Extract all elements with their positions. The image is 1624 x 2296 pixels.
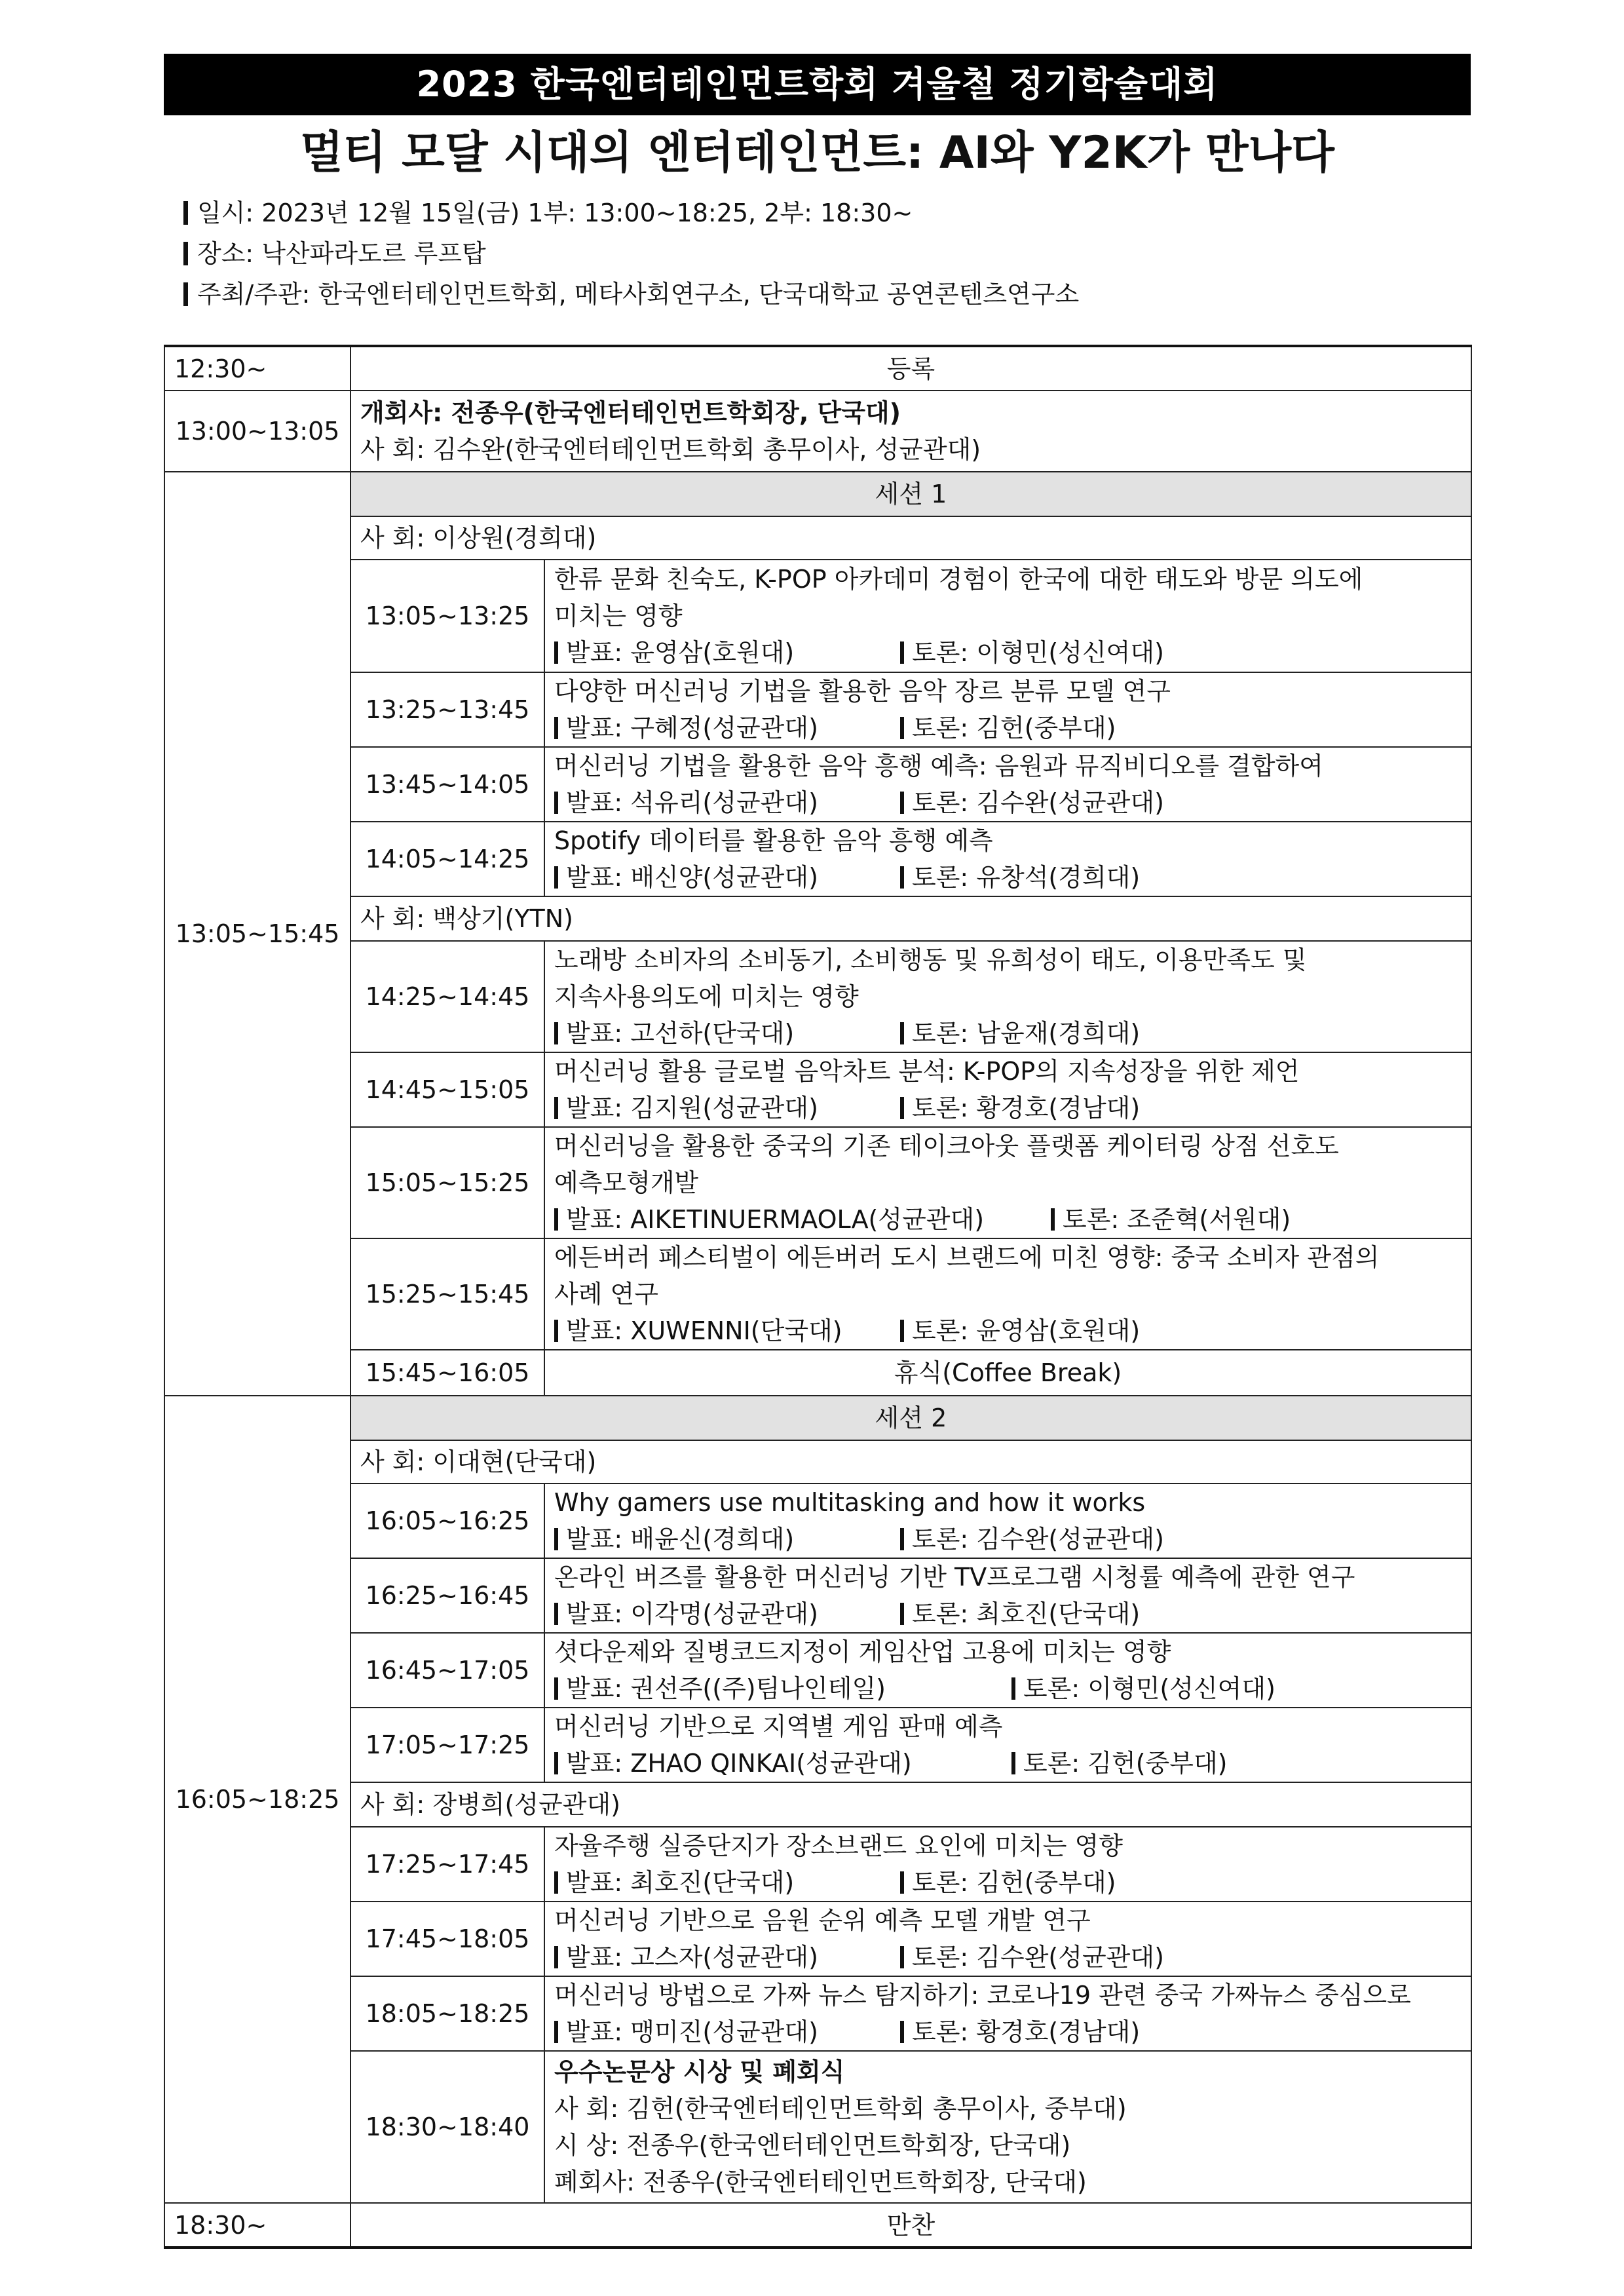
closing-cell: [544, 2051, 1471, 2203]
presenter: 발표: 고선하(단국대): [566, 1019, 795, 1048]
time-cell: 16:05~16:25: [350, 1483, 544, 1558]
bullet-bar-icon: [900, 1022, 904, 1044]
presenter: 발표: ZHAO QINKAI(성균관대): [566, 1749, 912, 1778]
talk-title: 온라인 버즈를 활용한 머신러닝 기반 TV프로그램 시청률 예측에 관한 연구: [554, 1563, 1355, 1592]
dinner-label: 만찬: [350, 2203, 1471, 2248]
program-page: [164, 54, 1471, 2240]
talk-title: 머신러닝 기반으로 음원 순위 예측 모델 개발 연구: [554, 1906, 1091, 1935]
discussant: 토론: 윤영삼(호원대): [912, 1316, 1141, 1345]
talk-people: [554, 1312, 1462, 1349]
closing-award: 시 상: 전종우(한국엔터테인먼트학회장, 단국대): [554, 2131, 1071, 2160]
time-cell: 16:25~16:45: [350, 1558, 544, 1633]
opening-cell: [350, 391, 1471, 472]
time-cell: 16:45~17:05: [350, 1633, 544, 1708]
talk-title: Why gamers use multitasking and how it works: [554, 1488, 1146, 1517]
conference-banner: 2023 한국엔터테인먼트학회 겨울철 정기학술대회: [164, 54, 1471, 115]
table-row: [164, 1708, 1471, 1782]
presenter: 발표: 구혜정(성균관대): [566, 714, 818, 742]
talk-title: 머신러닝 방법으로 가짜 뉴스 탐지하기: 코로나19 관련 중국 가짜뉴스 중심으로: [554, 1981, 1411, 2010]
table-row: [164, 672, 1471, 747]
table-row: [164, 822, 1471, 896]
presenter: 발표: 배윤신(경희대): [566, 1525, 795, 1554]
talk-people: [554, 1201, 1462, 1238]
talk-people: [554, 710, 1462, 746]
talk-people: [554, 1521, 1462, 1558]
discussant: 토론: 김수완(성균관대): [912, 1943, 1164, 1972]
conference-subtitle: 멀티 모달 시대의 엔터테인먼트: AI와 Y2K가 만나다: [300, 127, 1334, 179]
talk-title: 셧다운제와 질병코드지정이 게임산업 고용에 미치는 영향: [554, 1637, 1171, 1666]
talk-cell: [544, 1558, 1471, 1633]
presenter: 발표: 석유리(성균관대): [566, 788, 818, 817]
talk-cell: [544, 1483, 1471, 1558]
talk-cell: [544, 747, 1471, 822]
bullet-bar-icon: [900, 1097, 904, 1119]
session-time-cell: 13:05~15:45: [164, 472, 350, 1396]
table-row: [164, 747, 1471, 822]
table-row: [164, 1396, 1471, 1440]
bullet-bar-icon: [1051, 1208, 1055, 1231]
table-row: [164, 1127, 1471, 1238]
bullet-bar-icon: [1011, 1677, 1015, 1700]
talk-title: 한류 문화 친숙도, K-POP 아카데미 경험이 한국에 대한 태도와 방문 의도에: [554, 565, 1363, 594]
table-row: [164, 346, 1471, 391]
table-row: [164, 1238, 1471, 1350]
time-cell: 13:05~13:25: [350, 560, 544, 672]
talk-people: [554, 2014, 1462, 2050]
bullet-bar-icon: [900, 1528, 904, 1550]
table-row: [164, 1483, 1471, 1558]
schedule-table: [164, 345, 1472, 2249]
bullet-bar-icon: [554, 866, 558, 889]
talk-people: [554, 1670, 1462, 1707]
table-row: [164, 1052, 1471, 1127]
talk-title: 머신러닝 기법을 활용한 음악 흥행 예측: 음원과 뮤직비디오를 결합하여: [554, 752, 1323, 780]
closing-speech: 폐회사: 전종우(한국엔터테인먼트학회장, 단국대): [554, 2168, 1087, 2196]
talk-cell: [544, 1708, 1471, 1782]
table-row: [164, 1827, 1471, 1902]
time-cell: 15:05~15:25: [350, 1127, 544, 1238]
time-cell: 13:25~13:45: [350, 672, 544, 747]
talk-cell: [544, 941, 1471, 1052]
table-row: [164, 1633, 1471, 1708]
presenter: 발표: 배신양(성균관대): [566, 863, 818, 892]
discussant: 토론: 황경호(경남대): [912, 2018, 1141, 2046]
time-cell: 15:25~15:45: [350, 1238, 544, 1350]
event-host: 주최/주관: 한국엔터테인먼트학회, 메타사회연구소, 단국대학교 공연콘텐츠연구소: [183, 274, 1471, 315]
discussant: 토론: 이형민(성신여대): [912, 638, 1164, 667]
talk-title: Spotify 데이터를 활용한 음악 흥행 예측: [554, 826, 993, 855]
talk-people: [554, 1939, 1462, 1976]
bullet-bar-icon: [183, 282, 188, 306]
bullet-bar-icon: [900, 1603, 904, 1625]
session-chair: 사 회: 장병희(성균관대): [350, 1782, 1471, 1827]
talk-title-cont: 지속사용의도에 미치는 영향: [554, 982, 859, 1011]
table-row: [164, 560, 1471, 672]
bullet-bar-icon: [900, 1871, 904, 1894]
time-cell: 17:45~18:05: [350, 1902, 544, 1976]
presenter: 발표: 이각명(성균관대): [566, 1599, 818, 1628]
talk-title: 다양한 머신러닝 기법을 활용한 음악 장르 분류 모델 연구: [554, 677, 1171, 706]
table-row: [164, 896, 1471, 941]
bullet-bar-icon: [554, 1097, 558, 1119]
talk-cell: [544, 1976, 1471, 2051]
talk-people: [554, 634, 1462, 671]
talk-title-cont: 예측모형개발: [554, 1168, 699, 1197]
table-row: [164, 516, 1471, 560]
bullet-bar-icon: [554, 1677, 558, 1700]
time-cell: 15:45~16:05: [350, 1350, 544, 1396]
talk-people: [554, 859, 1462, 896]
talk-cell: [544, 1902, 1471, 1976]
presenter: 발표: 윤영삼(호원대): [566, 638, 795, 667]
bullet-bar-icon: [554, 1603, 558, 1625]
bullet-bar-icon: [554, 2021, 558, 2043]
time-cell: 14:05~14:25: [350, 822, 544, 896]
table-row: [164, 941, 1471, 1052]
talk-title: 노래방 소비자의 소비동기, 소비행동 및 유희성이 태도, 이용만족도 및: [554, 946, 1307, 974]
time-cell: 14:45~15:05: [350, 1052, 544, 1127]
talk-people: [554, 1745, 1462, 1782]
bullet-bar-icon: [554, 1946, 558, 1968]
bullet-bar-icon: [554, 717, 558, 739]
presenter: 발표: 고스자(성균관대): [566, 1943, 818, 1972]
discussant: 토론: 이형민(성신여대): [1023, 1674, 1275, 1703]
discussant: 토론: 김헌(중부대): [1023, 1749, 1228, 1778]
presenter: 발표: XUWENNI(단국대): [566, 1316, 842, 1345]
talk-title: 머신러닝을 활용한 중국의 기존 테이크아웃 플랫폼 케이터링 상점 선호도: [554, 1132, 1339, 1160]
bullet-bar-icon: [183, 242, 188, 265]
table-row: [164, 391, 1471, 472]
bullet-bar-icon: [554, 1022, 558, 1044]
talk-cell: [544, 822, 1471, 896]
session-title: 세션 2: [350, 1396, 1471, 1440]
time-cell: 14:25~14:45: [350, 941, 544, 1052]
session-chair: 사 회: 백상기(YTN): [350, 896, 1471, 941]
time-cell: 13:45~14:05: [350, 747, 544, 822]
opening-host: 사 회: 김수완(한국엔터테인먼트학회 총무이사, 성균관대): [360, 435, 981, 464]
talk-cell: [544, 1827, 1471, 1902]
presenter: 발표: 권선주((주)팀나인테일): [566, 1674, 886, 1703]
discussant: 토론: 김헌(중부대): [912, 714, 1116, 742]
talk-cell: [544, 1052, 1471, 1127]
closing-host: 사 회: 김헌(한국엔터테인먼트학회 총무이사, 중부대): [554, 2094, 1127, 2123]
table-row: [164, 1350, 1471, 1396]
bullet-bar-icon: [900, 1320, 904, 1342]
discussant: 토론: 김헌(중부대): [912, 1868, 1116, 1897]
talk-people: [554, 1090, 1462, 1126]
bullet-bar-icon: [554, 1752, 558, 1774]
opening-speech: 개회사: 전종우(한국엔터테인먼트학회장, 단국대): [360, 398, 901, 427]
bullet-bar-icon: [554, 792, 558, 814]
event-venue: 장소: 낙산파라도르 루프탑: [183, 233, 1471, 274]
break-label: 휴식(Coffee Break): [544, 1350, 1471, 1396]
talk-people: [554, 1015, 1462, 1052]
talk-title-cont: 사례 연구: [554, 1280, 658, 1309]
table-row: [164, 2203, 1471, 2248]
table-row: [164, 472, 1471, 516]
table-row: [164, 1558, 1471, 1633]
event-date: 일시: 2023년 12월 15일(금) 1부: 13:00~18:25, 2부: 18:30~: [183, 193, 1471, 233]
table-row: [164, 1976, 1471, 2051]
session-chair: 사 회: 이대현(단국대): [350, 1440, 1471, 1483]
bullet-bar-icon: [554, 641, 558, 664]
discussant: 토론: 김수완(성균관대): [912, 1525, 1164, 1554]
talk-people: [554, 1596, 1462, 1632]
talk-title: 에든버러 페스티벌이 에든버러 도시 브랜드에 미친 영향: 중국 소비자 관점의: [554, 1243, 1380, 1272]
bullet-bar-icon: [554, 1528, 558, 1550]
presenter: 발표: AIKETINUERMAOLA(성균관대): [566, 1205, 985, 1234]
table-row: [164, 1782, 1471, 1827]
discussant: 토론: 황경호(경남대): [912, 1094, 1141, 1122]
session-title: 세션 1: [350, 472, 1471, 516]
talk-cell: [544, 1127, 1471, 1238]
bullet-bar-icon: [1011, 1752, 1015, 1774]
bullet-bar-icon: [183, 201, 188, 225]
time-cell: 18:30~18:40: [350, 2051, 544, 2203]
bullet-bar-icon: [900, 2021, 904, 2043]
talk-cell: [544, 1633, 1471, 1708]
session-chair: 사 회: 이상원(경희대): [350, 516, 1471, 560]
bullet-bar-icon: [554, 1320, 558, 1342]
table-row: [164, 2051, 1471, 2203]
talk-title-cont: 미치는 영향: [554, 602, 683, 630]
discussant: 토론: 유창석(경희대): [912, 863, 1141, 892]
bullet-bar-icon: [900, 641, 904, 664]
time-cell: 18:05~18:25: [350, 1976, 544, 2051]
bullet-bar-icon: [554, 1871, 558, 1894]
talk-cell: [544, 672, 1471, 747]
talk-title: 머신러닝 기반으로 지역별 게임 판매 예측: [554, 1712, 1003, 1741]
time-cell: 18:30~: [164, 2203, 350, 2248]
talk-people: [554, 1864, 1462, 1901]
table-row: [164, 1440, 1471, 1483]
discussant: 토론: 조준혁(서원대): [1063, 1205, 1291, 1234]
talk-title: 자율주행 실증단지가 장소브랜드 요인에 미치는 영향: [554, 1831, 1123, 1860]
time-cell: 17:25~17:45: [350, 1827, 544, 1902]
bullet-bar-icon: [900, 1946, 904, 1968]
bullet-bar-icon: [554, 1208, 558, 1231]
closing-title: 우수논문상 시상 및 폐회식: [554, 2057, 845, 2086]
presenter: 발표: 맹미진(성균관대): [566, 2018, 818, 2046]
discussant: 토론: 김수완(성균관대): [912, 788, 1164, 817]
table-row: [164, 1902, 1471, 1976]
discussant: 토론: 남윤재(경희대): [912, 1019, 1141, 1048]
bullet-bar-icon: [900, 866, 904, 889]
registration-label: 등록: [350, 346, 1471, 391]
event-info: [183, 193, 1471, 315]
presenter: 발표: 최호진(단국대): [566, 1868, 795, 1897]
discussant: 토론: 최호진(단국대): [912, 1599, 1141, 1628]
talk-cell: [544, 1238, 1471, 1350]
talk-cell: [544, 560, 1471, 672]
talk-title: 머신러닝 활용 글로벌 음악차트 분석: K-POP의 지속성장을 위한 제언: [554, 1057, 1300, 1086]
bullet-bar-icon: [900, 792, 904, 814]
presenter: 발표: 김지원(성균관대): [566, 1094, 818, 1122]
time-cell: 12:30~: [164, 346, 350, 391]
time-cell: 13:00~13:05: [164, 391, 350, 472]
talk-people: [554, 784, 1462, 821]
time-cell: 17:05~17:25: [350, 1708, 544, 1782]
bullet-bar-icon: [900, 717, 904, 739]
session-time-cell: 16:05~18:25: [164, 1396, 350, 2203]
